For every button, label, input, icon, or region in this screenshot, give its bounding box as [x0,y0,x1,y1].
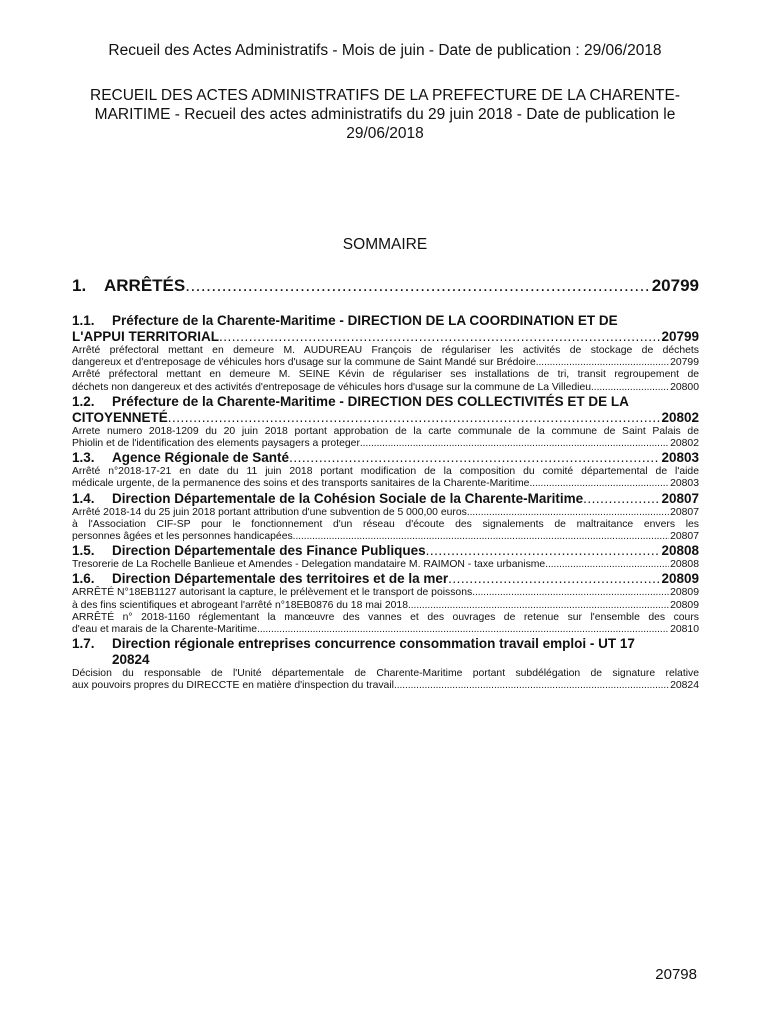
toc-entry[interactable] [72,466,699,490]
toc-entry-line [72,680,699,692]
toc-entry-line [72,600,699,612]
dot-leader [394,680,669,692]
toc-level1-arretes[interactable] [72,276,699,296]
toc-section-page: 20803 [661,450,699,466]
toc-section-title: Direction Départementale des Finance Publiques [112,543,426,559]
toc-entry-line [72,624,699,636]
toc-entry-text-cont: dangereux et d'entreposage de véhicules hors d'usage sur la commune de Saint Mandé sur Brédoire [72,357,536,369]
toc-entry-line [72,587,699,599]
dot-leader [168,410,661,426]
toc-entry-page: 20807 [670,531,699,543]
toc-section-title-line [72,394,699,410]
toc-entry-text: Arrêté n°2018-17-21 en date du 11 juin 2018 portant modification de la composition du comité départemental de l'aide [72,466,699,478]
toc-entry-text-cont: Tresorerie de La Rochelle Banlieue et Amendes - Delegation mandataire M. RAIMON - taxe urbanisme [72,559,546,571]
dot-leader [583,491,660,507]
toc-entry[interactable] [72,369,699,393]
toc-entry[interactable] [72,587,699,599]
toc-entry[interactable] [72,345,699,369]
page-number: 20798 [655,966,697,983]
toc-section-title-line [72,543,699,559]
toc-section-title-line [72,491,699,507]
title-line: RECUEIL DES ACTES ADMINISTRATIFS DE LA PREFECTURE DE LA CHARENTE- [90,87,680,104]
title-line: 29/06/2018 [346,125,424,142]
toc-entry-text: Décision du responsable de l'Unité départementale de Charente-Maritime portant subdélégation de signature relative [72,668,699,680]
toc-section-title: Préfecture de la Charente-Maritime - DIRECTION DE LA COORDINATION ET DE [112,313,618,328]
toc-section-page: 20809 [661,571,699,587]
table-of-contents [72,276,699,693]
toc-entry-line [72,438,699,450]
toc-section[interactable] [72,543,699,559]
toc-entry-page: 20824 [670,680,699,692]
toc-entry-text: à l'Association CIF-SP pour le fonctionnement d'un réseau d'écoute des signalements de maltraitance envers les [72,518,699,530]
toc-entry-text-cont: Phiolin et de l'identification des elements paysagers a proteger [72,438,360,450]
toc-section-title-line [72,410,699,426]
toc-entry-page: 20809 [670,587,699,599]
toc-entry-page: 20799 [670,357,699,369]
toc-section[interactable] [72,450,699,466]
toc-entry[interactable] [72,668,699,692]
toc-entry[interactable] [72,612,699,636]
dot-leader [467,507,669,519]
toc-section-title-cont: 20824 [112,652,150,668]
toc-section-title-cont: L'APPUI TERRITORIAL [72,329,219,344]
toc-section-title: Direction Départementale des territoires et de la mer [112,571,449,587]
dot-leader [591,382,669,394]
toc-entry-text-cont: personnes âgées et les personnes handicapées [72,531,293,543]
toc-section-page: 20807 [661,490,699,506]
toc-entry-text-cont: ARRÊTÉ N°18EB1127 autorisant la capture, le prélèvement et le transport de poissons [72,587,473,599]
toc-entry-line [72,559,699,571]
toc-entry-text: Arrêté préfectoral mettant en demeure M. SEINE Kévin de régulariser ses installations de tri, transit regroupement de [72,369,699,381]
toc-entry-text-cont: déchets non dangereux et des activités d'entreposage de véhicules hors d'usage sur la commune de La Villedieu [72,381,592,393]
toc-entry-line [72,507,699,519]
toc-entry-text: ARRÊTÉ n° 2018-1160 réglementant la manœuvre des vannes et des ouvrages de retenue sur l'ensemble des cours [72,611,699,623]
dot-leader [289,450,660,466]
toc-entry-page: 20803 [670,478,699,490]
toc-section-number: 1.7. [72,636,95,652]
toc-level1-page: 20799 [651,276,699,295]
toc-section[interactable] [72,636,699,668]
dot-leader [219,329,660,345]
toc-entry-text-cont: aux pouvoirs propres du DIRECCTE en matière d'inspection du travail [72,680,394,692]
toc-section-title: Préfecture de la Charente-Maritime - DIRECTION DES COLLECTIVITÉS ET DE LA [112,393,629,409]
toc-entry-text-cont: médicale urgente, de la permanence des soins et des transports sanitaires de la Charente-Maritime [72,478,530,490]
toc-section-page: 20799 [661,329,699,344]
toc-entry[interactable] [72,519,699,543]
dot-leader [472,587,669,599]
toc-entry-text-cont: Arrêté 2018-14 du 25 juin 2018 portant attribution d'une subvention de 5 000,00 euros [72,506,467,518]
toc-section-number: 1.1. [72,313,95,328]
dot-leader [545,559,669,571]
dot-leader [529,478,669,490]
sommaire-heading: SOMMAIRE [342,236,428,253]
toc-entry-text: Arrete numero 2018-1209 du 20 juin 2018 portant approbation de la carte communale de la commune de Saint Palais de [72,425,699,437]
dot-leader [408,600,669,612]
toc-level1-number: 1. [72,276,87,295]
toc-section-number: 1.5. [72,543,95,559]
dot-leader [257,624,669,636]
toc-section-title-line [72,329,699,345]
toc-entry-page: 20802 [670,438,699,450]
toc-section-title-line [72,571,699,587]
toc-entry[interactable] [72,507,699,519]
toc-entry[interactable] [72,426,699,450]
toc-section[interactable] [72,491,699,507]
dot-leader [536,357,669,369]
toc-entry-page: 20810 [670,624,699,636]
toc-section-title: Direction régionale entreprises concurrence consommation travail emploi - UT 17 [112,636,635,652]
toc-entry-page: 20808 [670,559,699,571]
toc-section-title-line [72,313,699,329]
toc-entry-page: 20800 [670,381,699,393]
page-header: Recueil des Actes Administratifs - Mois de juin - Date de publication : 29/06/2018 [108,42,662,59]
toc-section[interactable] [72,313,699,345]
toc-section-page: 20802 [661,409,699,425]
toc-section-title-cont: CITOYENNETÉ [72,409,168,425]
dot-leader [426,543,661,559]
document-title [60,86,710,143]
toc-entry-line [72,531,699,543]
toc-section-title: Direction Départementale de la Cohésion Sociale de la Charente-Maritime [112,490,584,506]
toc-section-number: 1.3. [72,450,95,466]
dot-leader [360,438,669,450]
toc-entry-page: 20809 [670,599,699,611]
toc-entry-text-cont: à des fins scientifiques et abrogeant l'arrêté n°18EB0876 du 18 mai 2018 [72,599,408,611]
toc-section-number: 1.2. [72,393,95,409]
toc-entry-line [72,382,699,394]
toc-section-title: Agence Régionale de Santé [112,450,290,466]
toc-entry-line [72,357,699,369]
toc-section-number: 1.6. [72,571,95,587]
toc-level1-label: ARRÊTÉS [104,276,186,295]
toc-entry-page: 20807 [670,506,699,518]
toc-section[interactable] [72,394,699,426]
toc-section-title-line [72,652,699,668]
toc-section-number: 1.4. [72,490,95,506]
toc-section-page: 20808 [661,543,699,559]
toc-section-title-line [72,450,699,466]
toc-entry[interactable] [72,559,699,571]
toc-section[interactable] [72,571,699,587]
title-line: MARITIME - Recueil des actes administratifs du 29 juin 2018 - Date de publication le [94,106,676,123]
dot-leader [448,571,660,587]
toc-entry[interactable] [72,600,699,612]
toc-entry-line [72,478,699,490]
dot-leader [293,531,669,543]
toc-section-title-line [72,636,699,652]
toc-entry-text: Arrêté préfectoral mettant en demeure M. AUDUREAU François de régulariser les activités de stockage de déchets [72,345,699,356]
dot-leader [185,276,650,296]
toc-sections [72,313,699,693]
toc-entry-text-cont: d'eau et marais de la Charente-Maritime [72,624,258,636]
